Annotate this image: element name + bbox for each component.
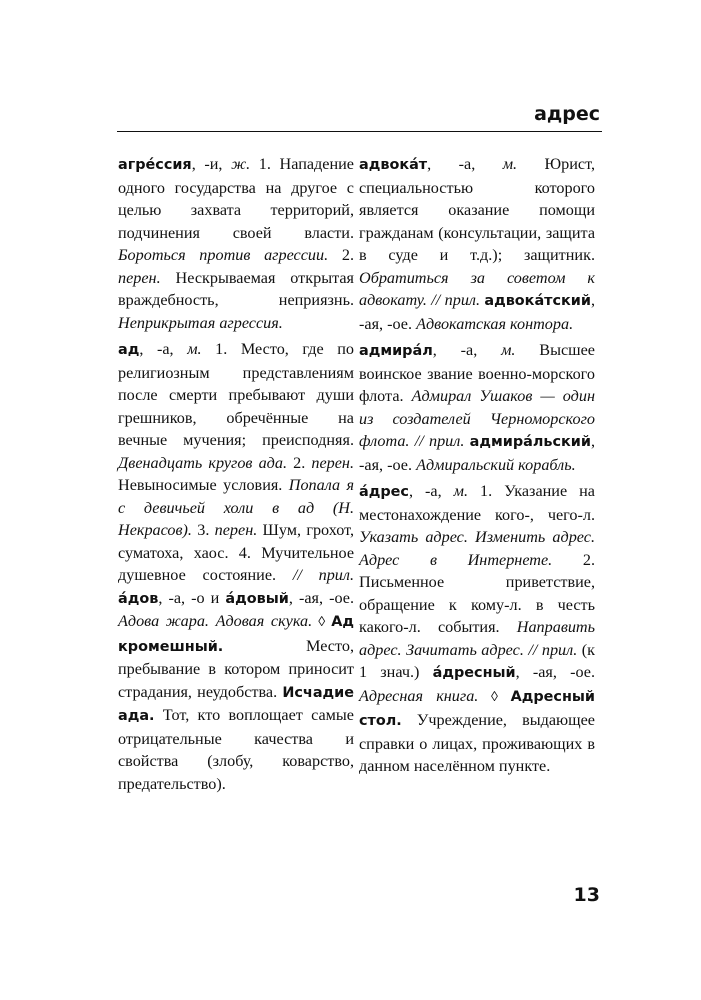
definition: 3. [191,521,215,539]
sense-note: (к 1 знач.) [359,640,595,681]
headword: адмира́л [359,343,433,359]
inflection: , -а, [408,482,454,500]
inflection: , -а, [139,340,188,358]
adjective-label: // прил. [528,640,578,659]
idiom: Адресный стол. [359,688,595,729]
phraseology-marker: ◊ [478,689,511,705]
page-number: 13 [573,884,600,906]
headword: агре́ссия [118,157,192,173]
definition: 2. [328,246,355,264]
definition: 1. Нападение одного государства на другое с целью захвата территорий, подчинения своей власти. [118,155,354,242]
definition: 1. Место, где по религиозным представлениям после смерти пребывают души грешников, обречённые на вечные мучения; преисподняя. [118,340,355,449]
inflection: , -ая, -ое. [288,588,354,607]
header-rule [117,131,602,132]
headword: а́дрес [359,484,409,500]
definition: Шум, грохот, суматоха, хаос. 4. Мучительное душевное состояние. [118,521,355,584]
right-column [359,153,595,782]
gender-label: м. [501,341,516,359]
example: Адмиральский корабль. [416,455,576,474]
inflection: , -и, [191,155,232,173]
headword: ад [118,342,140,358]
example: Адова жара. Адовая скука. [118,612,313,630]
derived-word: адвока́тский [484,293,591,309]
gender-label: м. [502,155,518,173]
inflection: , -ая, -ое. [359,291,596,333]
derived-word: а́дов [118,590,159,607]
usage-label: перен. [311,453,355,472]
inflection: , -ая, -ое. [515,663,595,681]
definition: Невыносимые условия. [118,476,289,494]
usage-label: перен. [214,521,258,539]
definition: 2. Письменное приветствие, обращение к кому-л. в честь какого-л. события. [359,550,596,636]
adjective-label: // прил. [431,291,481,309]
example: Бороться против агрессии. [118,246,329,264]
idiom: Исчадие ада. [118,684,354,724]
entry-ad [118,338,354,795]
definition: Тот, кто воплощает самые отрицательные качества и свойства (злобу, коварство, предательство). [118,706,354,793]
derived-word: адмира́льский [469,434,591,450]
derived-word: а́довый [225,590,289,607]
derived-word: а́дресный [432,665,516,681]
example: Попала я с девичьей холи в ад (Н. Некрасов). [118,476,354,539]
idiom: Ад кромешный. [118,614,354,655]
adjective-label: // прил. [414,432,465,450]
definition: Высшее воинское звание военно-морского флота. [359,341,595,405]
definition: 1. Указание на местонахождение кого-, чего-л. [359,482,595,524]
example: Адмирал Ушаков — один из создателей Черноморского флота. [359,387,595,450]
left-column [118,153,354,799]
entry-admiral [359,339,595,476]
example: Двенадцать кругов ада. [118,453,287,472]
inflection: , -а, [432,341,502,359]
entry-advokat [359,153,595,335]
inflection: , -а, [427,155,503,173]
gender-label: м. [453,482,469,500]
definition: Учреждение, выдающее справки о лицах, проживающих в данном населённом пункте. [359,711,595,775]
headword: адвока́т [359,157,428,173]
usage-label: перен. [118,268,161,287]
definition: Нескрываемая открытая враждебность, неприязнь. [118,268,354,309]
example: Указать адрес. Изменить адрес. Адрес в Интернете. [359,528,595,569]
example: Адресная книга. [359,686,479,705]
adjective-label: // прил. [292,566,355,584]
running-head: адрес [534,103,600,125]
inflection: , -ая, -ое. [359,432,595,474]
definition: Юрист, специальностью которого является оказание помощи гражданам (консультации, защита в суде и т.д.); защитник. [359,155,596,264]
example: Адвокатская контора. [416,314,574,333]
entry-aggressiya [118,153,354,334]
example: Направить адрес. Зачитать адрес. [359,618,595,659]
entry-adres [359,480,595,778]
definition: 2. [287,453,312,472]
inflection: , -а, -о и [158,588,226,607]
phraseology-marker: ◊ [312,615,332,630]
definition: Место, пребывание в котором приносит страдания, неудобства. [118,636,354,701]
gender-label: ж. [231,155,251,173]
gender-label: м. [187,340,202,358]
example: Неприкрытая агрессия. [118,313,283,332]
example: Обратиться за советом к адвокату. [359,268,595,309]
